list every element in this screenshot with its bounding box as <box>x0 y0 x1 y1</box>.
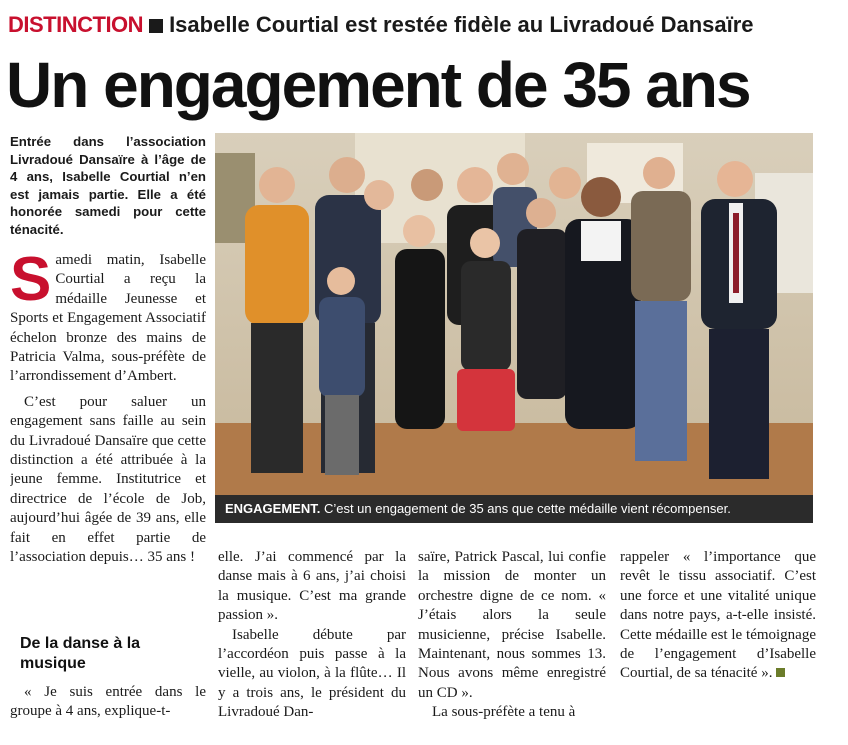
article-column-2 <box>218 548 406 743</box>
paragraph: C’est pour saluer un engagement sans faille au sein du Livradoué Dansaïre que cette distinction a été attribuée à la jeune femme. Institutrice et directrice de l’école de Job, aujourd’hui âgée de 39 ans, elle fait en effet partie de l’association depuis… 35 ans ! <box>10 393 206 566</box>
paragraph: Isabelle débute par l’accordéon puis passe à la vielle, au violon, à la flûte… Il y a trois ans, le président du Livradoué Dan- <box>218 626 406 721</box>
article-column-1-continued <box>10 683 206 743</box>
kicker-label: DISTINCTION <box>8 12 144 37</box>
kicker-text: Isabelle Courtial est restée fidèle au Livradoué Dansaïre <box>169 12 754 37</box>
article-column-1 <box>10 251 206 631</box>
square-bullet-icon <box>149 19 163 33</box>
caption-text: C’est un engagement de 35 ans que cette médaille vient récompenser. <box>320 501 731 516</box>
article-column-4 <box>620 548 816 743</box>
lead-paragraph: Entrée dans l’association Livradoué Dansaïre à l’âge de 4 ans, Isabelle Courtial n’en est jamais partie. Elle a été honorée samedi pour cette ténacité. <box>10 134 206 237</box>
drop-cap: S <box>10 251 52 314</box>
photo-caption <box>215 495 813 523</box>
group-photo-illustration <box>215 133 813 495</box>
paragraph: La sous-préfète a tenu à <box>432 704 576 721</box>
paragraph-text: amedi matin, Isabelle Courtial a reçu la médaille Jeunesse et Sports et Engagement Associatif échelon bronze des mains de Patricia Valma, sous-préfète de l’arrondissement d’Ambert. <box>10 252 206 385</box>
paragraph-text: rappeler « l’importance que revêt le tissu associatif. C’est une force et une vitalité unique dans notre pays, a-t-elle insisté. Cette médaille est le témoignage de l’engagement d’Isabelle Courtial, de sa ténacité ». <box>620 549 816 682</box>
headline: Un engagement de 35 ans <box>6 49 750 121</box>
paragraph <box>620 548 816 684</box>
kicker <box>8 10 838 40</box>
end-mark-icon <box>776 668 785 677</box>
paragraph: saïre, Patrick Pascal, lui confie la mission de monter un orchestre digne de ce nom. « J’étais alors la seule musicienne, précise Isabelle. Maintenant, nous sommes 13. Nous avons même enregistré un CD ». <box>418 549 606 701</box>
article-column-3 <box>418 548 606 743</box>
group-photo <box>215 133 813 495</box>
caption-label: ENGAGEMENT. <box>225 501 321 516</box>
subheading: De la danse à la musique <box>20 635 141 672</box>
paragraph <box>10 251 206 387</box>
paragraph: « Je suis entrée dans le groupe à 4 ans, explique-t- <box>10 684 206 720</box>
paragraph: elle. J’ai commencé par la danse mais à 6 ans, j’ai choisi la musique. C’est ma grande passion ». <box>218 549 406 624</box>
